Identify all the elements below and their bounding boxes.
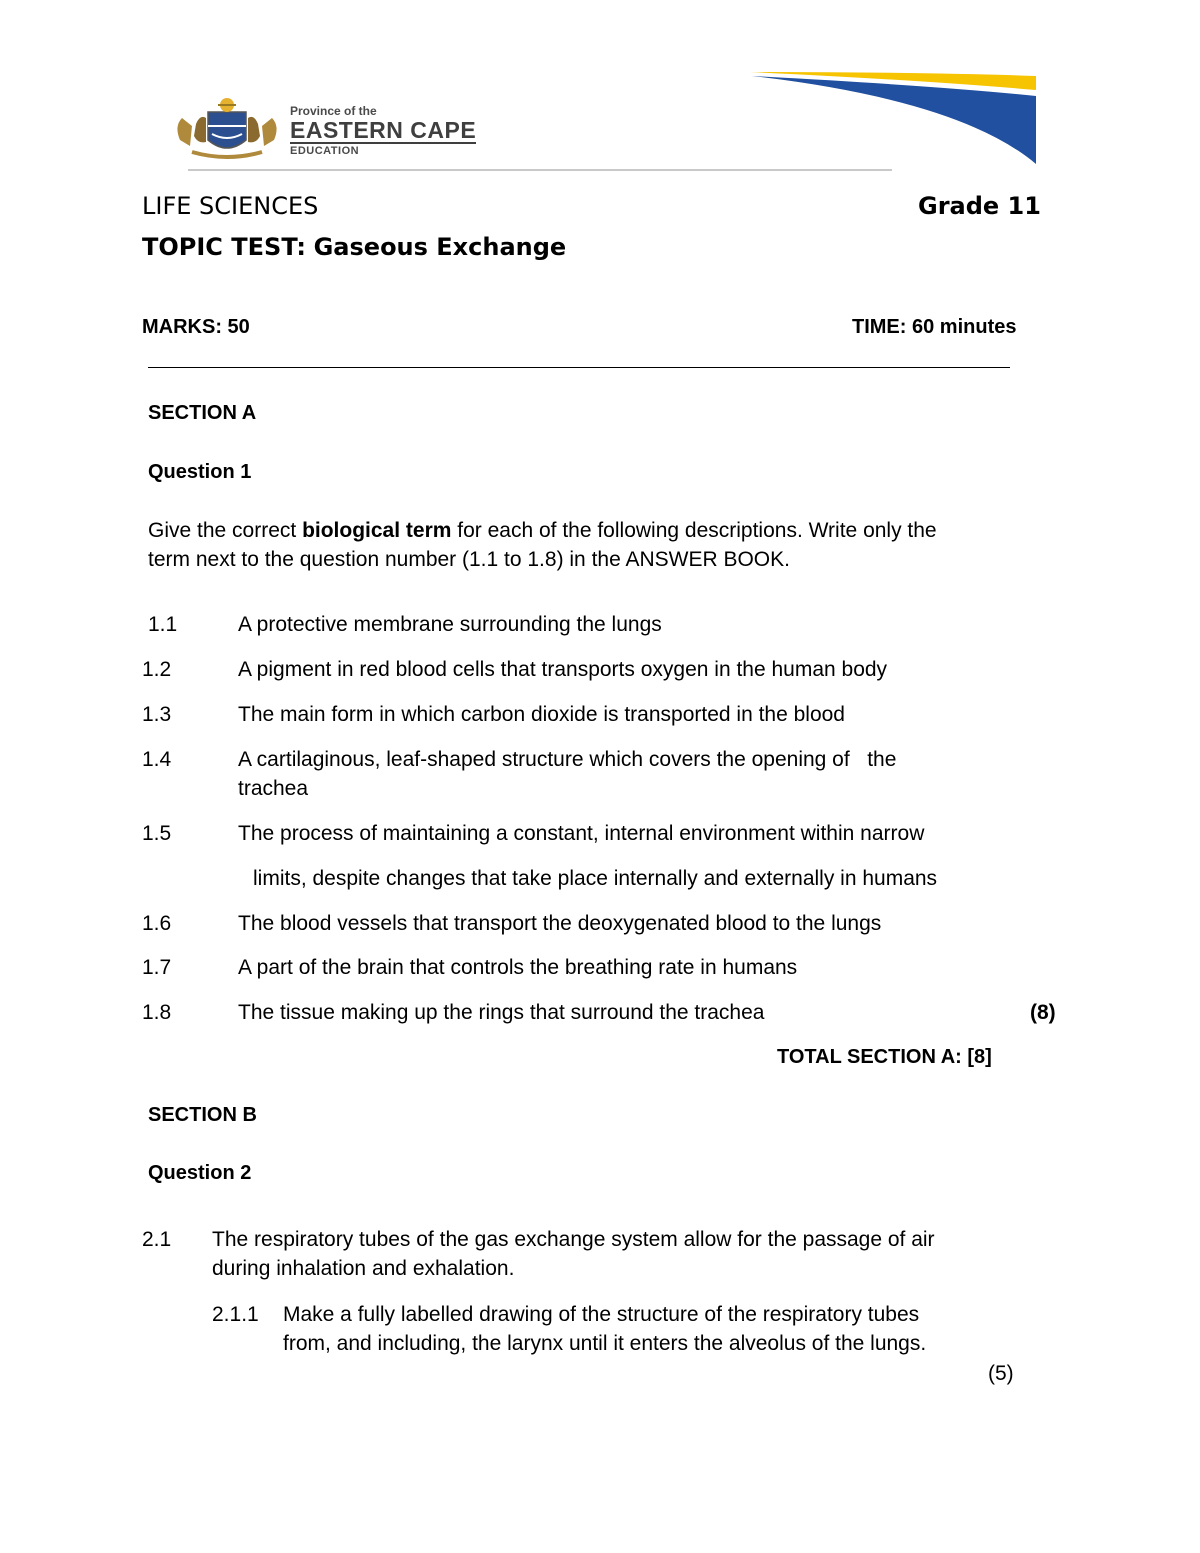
instruction-line-1 [148,519,937,543]
item-text: A protective membrane surrounding the lungs [238,613,662,636]
item-text: The process of maintaining a constant, internal environment within narrow [238,822,925,845]
item-number: 1.8 [142,1001,172,1024]
instruction-bold-term: biological term [302,519,452,542]
item-text: The main form in which carbon dioxide is transported in the blood [238,703,845,726]
section-a-title: SECTION A [148,402,257,424]
topic-name: Gaseous Exchange [313,233,567,261]
item-number: 1.6 [142,912,172,935]
grade-label: Grade 11 [918,192,1041,220]
question-text: The respiratory tubes of the gas exchange system allow for the passage of air [212,1228,935,1251]
subquestion-text: Make a fully labelled drawing of the structure of the respiratory tubes [283,1303,920,1326]
item-number: 1.5 [142,822,172,845]
logo-line-2: EASTERN CAPE [290,117,477,143]
item-number: 1.3 [142,703,172,726]
question-2-title: Question 2 [148,1162,252,1184]
question-text-continued: during inhalation and exhalation. [212,1257,515,1280]
item-number: 1.4 [142,748,172,771]
coat-of-arms-icon [172,96,282,162]
item-text: A part of the brain that controls the breathing rate in humans [238,956,798,979]
item-number: 1.7 [142,956,172,979]
item-number: 1.2 [142,658,172,681]
time-label: TIME: 60 minutes [852,316,1017,338]
instruction-line-2: term next to the question number (1.1 to 1.8) in the ANSWER BOOK. [148,548,790,571]
logo-line-1: Province of the [290,104,377,118]
logo-text [290,104,476,158]
title-divider [148,367,1010,368]
question-1-title: Question 1 [148,461,252,483]
marks-label: MARKS: 50 [142,316,250,338]
subject-title: LIFE SCIENCES [142,192,319,220]
eastern-cape-logo [172,96,502,164]
item-marks: (8) [1030,1001,1056,1024]
section-b-title: SECTION B [148,1104,257,1126]
item-text-continued: trachea [238,777,309,800]
logo-line-3: EDUCATION [290,145,360,157]
subquestion-marks: (5) [988,1362,1014,1385]
swoosh-graphic [740,66,1040,166]
instruction-text-b: for each of the following descriptions. Write only the [451,519,937,542]
item-text: The tissue making up the rings that surround the trachea [238,1001,765,1024]
item-number: 1.1 [148,613,178,636]
topic-title [142,233,566,261]
topic-prefix: TOPIC TEST: [142,233,306,261]
subquestion-text-continued: from, and including, the larynx until it enters the alveolus of the lungs. [283,1332,927,1355]
subquestion-number: 2.1.1 [212,1303,259,1326]
question-number: 2.1 [142,1228,172,1251]
item-text: The blood vessels that transport the deoxygenated blood to the lungs [238,912,882,935]
item-text-continued: limits, despite changes that take place internally and externally in humans [253,867,938,890]
header-divider [188,169,892,171]
total-section-a: TOTAL SECTION A: [8] [777,1046,992,1068]
instruction-text-a: Give the correct [148,519,303,542]
item-text: A pigment in red blood cells that transports oxygen in the human body [238,658,888,681]
item-text: A cartilaginous, leaf-shaped structure which covers the opening of the [238,748,897,771]
